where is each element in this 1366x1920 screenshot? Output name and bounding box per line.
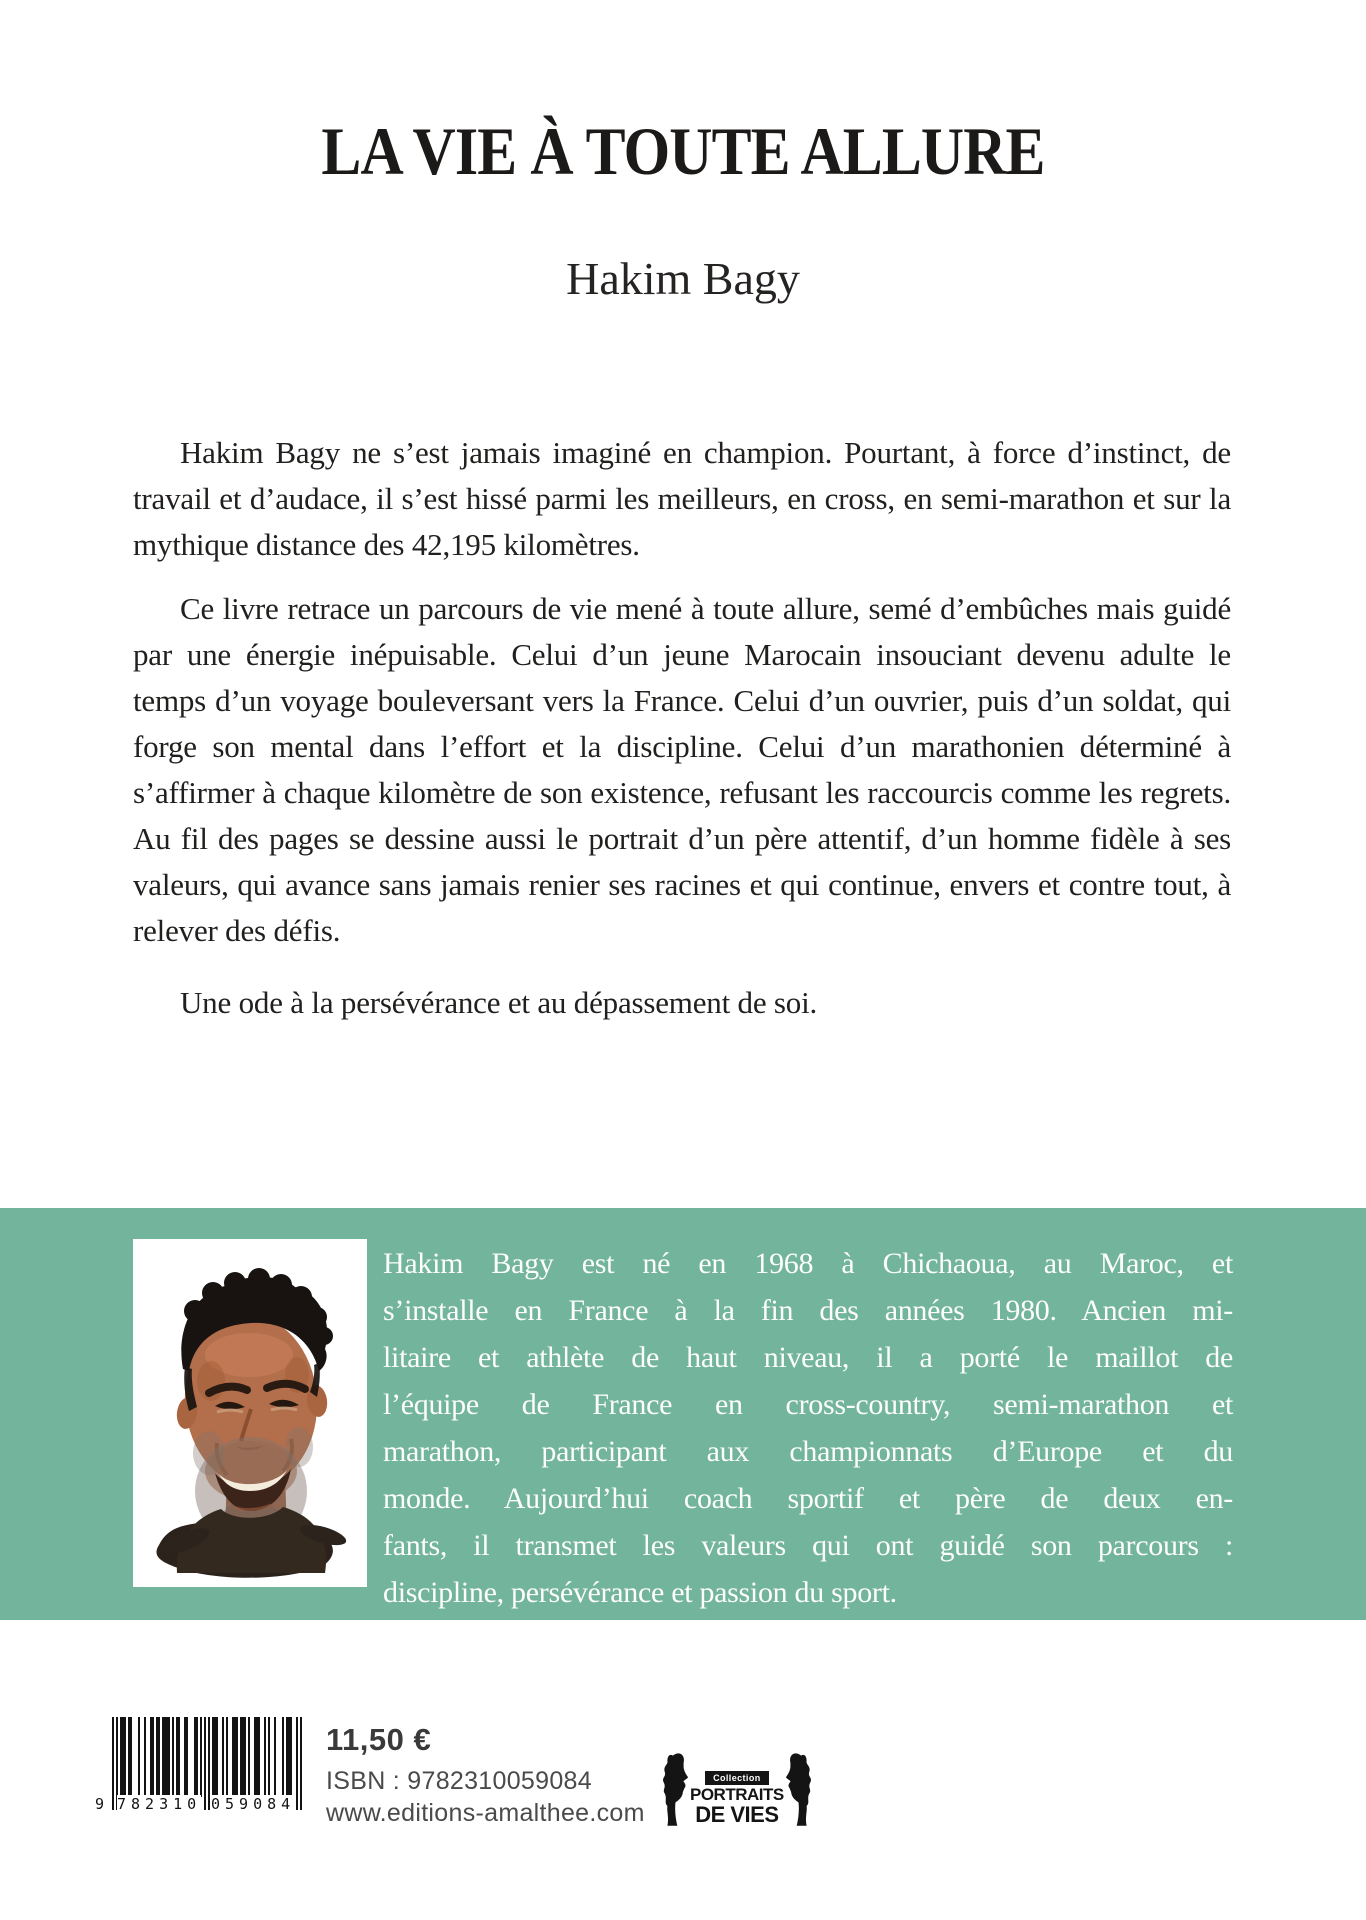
collection-name-line1: PORTRAITS xyxy=(690,1785,784,1805)
bio-line: marathon, participant aux championnats d’Europe et du xyxy=(383,1435,1233,1468)
barcode xyxy=(95,1717,302,1817)
barcode-digits-right: 059084 xyxy=(211,1795,296,1813)
book-author: Hakim Bagy xyxy=(566,253,800,304)
collection-tag: Collection xyxy=(705,1771,769,1785)
collection-logo-text xyxy=(690,1771,784,1826)
price: 11,50 € xyxy=(326,1722,432,1757)
book-title: LA VIE À TOUTE ALLURE xyxy=(321,113,1045,189)
collection-name-line2: DE VIES xyxy=(695,1802,779,1827)
synopsis xyxy=(133,430,1231,1044)
barcode-digits-left: 782310 xyxy=(117,1795,202,1813)
bio-line: l’équipe de France en cross-country, semi-marathon et xyxy=(383,1388,1233,1421)
bio-line: litaire et athlète de haut niveau, il a porté le maillot de xyxy=(383,1341,1233,1374)
author-bio-text xyxy=(383,1240,1233,1616)
synopsis-paragraph-3: Une ode à la persévérance et au dépassement de soi. xyxy=(180,985,818,1020)
isbn: ISBN : 9782310059084 xyxy=(326,1767,592,1795)
profile-silhouette-left-icon xyxy=(662,1750,689,1826)
bio-line: fants, il transmet les valeurs qui ont guidé son parcours : xyxy=(383,1529,1233,1562)
barcode-digit-first: 9 xyxy=(95,1795,105,1813)
author-portrait-illustration xyxy=(133,1239,367,1587)
synopsis-paragraph-1: Hakim Bagy ne s’est jamais imaginé en champion. Pourtant, à force d’instinct, de travail et d’audace, il s’est hissé parmi les meilleurs, en cross, en semi-marathon et sur la mythique distance des 42,195 kilomètres. xyxy=(133,435,1231,562)
collection-logo xyxy=(662,1742,812,1826)
publisher-info xyxy=(326,1722,645,1828)
bio-line: Hakim Bagy est né en 1968 à Chichaoua, au Maroc, et xyxy=(383,1247,1233,1280)
barcode-bar xyxy=(300,1717,302,1810)
author-bio-band xyxy=(0,1208,1366,1620)
synopsis-paragraph-2: Ce livre retrace un parcours de vie mené à toute allure, semé d’embûches mais guidé par une énergie inépuisable. Celui d’un jeune Marocain insouciant devenu adulte le temps d’un voyage bouleversant vers la France. Celui d’un ouvrier, puis d’un soldat, qui forge son mental dans l’effort et la discipline. Celui d’un marathonien déterminé à s’affirmer à chaque kilomètre de son existence, refusant les raccourcis comme les regrets. Au fil des pages se dessine aussi le portrait d’un père attentif, d’un homme fidèle à ses valeurs, qui avance sans jamais renier ses racines et qui continue, envers et contre tout, à relever des défis. xyxy=(133,591,1231,948)
profile-silhouette-right-icon xyxy=(785,1750,812,1826)
author-portrait xyxy=(133,1239,367,1587)
publisher-website: www.editions-amalthee.com xyxy=(326,1799,645,1827)
bio-line: monde. Aujourd’hui coach sportif et père de deux en- xyxy=(383,1482,1233,1515)
bio-line: s’installe en France à la fin des années 1980. Ancien mi- xyxy=(383,1294,1233,1327)
bio-line: discipline, persévérance et passion du sport. xyxy=(383,1576,897,1609)
